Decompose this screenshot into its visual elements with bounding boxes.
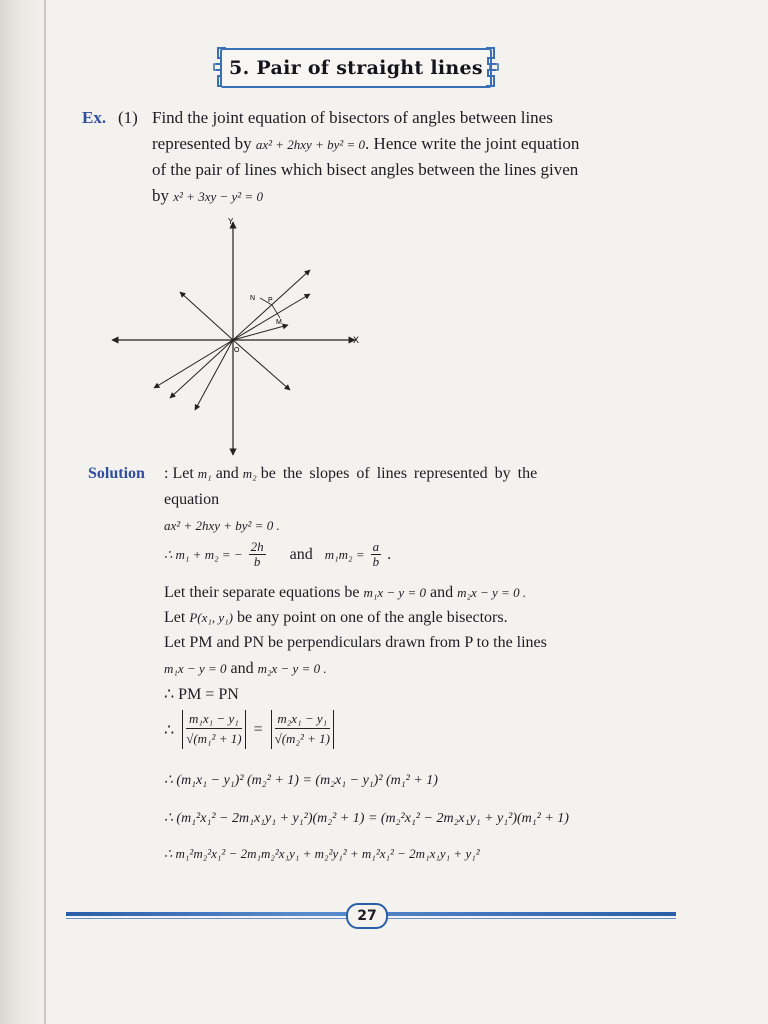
- chapter-title-box: [220, 48, 492, 88]
- solution-m1: m₁: [197, 466, 212, 481]
- solution-m2: m₂: [242, 466, 257, 481]
- page-number: 27: [346, 903, 388, 929]
- solution-eq-2-and: and: [289, 545, 313, 563]
- solution-line-3-eq2: m₂x − y = 0 .: [457, 585, 527, 600]
- line-lower-left-3: [195, 340, 233, 410]
- solution-eq-2-product: m₁m₂ =: [324, 546, 365, 562]
- solution-line-7: ∴ PM = PN: [164, 686, 239, 703]
- fraction-denominator: b: [253, 554, 261, 569]
- line-lower-left-2: [154, 340, 233, 388]
- solution-line-3: [164, 584, 526, 602]
- solution-line-3-and: and: [429, 584, 454, 601]
- abs-right-denominator: √(m₂² + 1): [274, 731, 330, 746]
- solution-eq-1: ax² + 2hxy + by² = 0 .: [164, 518, 280, 533]
- solution-line-2: equation: [164, 491, 220, 508]
- solution-line-4: [164, 609, 508, 627]
- solution-line-1-text: : Let: [164, 465, 194, 482]
- fraction-denominator: b: [372, 554, 380, 569]
- solution-line-3-text: Let their separate equations be: [164, 584, 360, 601]
- example-line-2: [152, 134, 579, 154]
- line-lower-right: [233, 340, 290, 390]
- example-line-2-tail: . Hence write the joint equation: [365, 134, 580, 153]
- abs-right-numerator: m₂x₁ − y₁: [275, 710, 330, 729]
- binding-margin-line: [44, 0, 46, 1024]
- solution-line-1-tail: be the slopes of lines represented by the: [260, 465, 538, 482]
- abs-fraction-left: [182, 710, 245, 749]
- line-lower-left-1: [170, 340, 233, 398]
- solution-line-4-tail: be any point on one of the angle bisectors.: [237, 609, 508, 626]
- example-line-4-equation: x² + 3xy − y² = 0: [173, 189, 263, 204]
- solution-and: and: [215, 465, 239, 482]
- example-line-2-equation: ax² + 2hxy + by² = 0: [255, 137, 366, 152]
- solution-line-6: [164, 660, 327, 678]
- bisectors-figure: [100, 210, 380, 460]
- right-ornament-icon: [480, 44, 500, 90]
- example-line-4-text: by: [152, 186, 169, 205]
- equals-sign: =: [253, 720, 263, 738]
- label-m: M: [276, 319, 282, 326]
- example-line-1: Find the joint equation of bisectors of angles between lines: [152, 108, 553, 127]
- fraction-numerator: 2h: [250, 539, 264, 554]
- fraction-numerator: a: [372, 539, 380, 554]
- solution-line-4-text: Let: [164, 609, 186, 626]
- solution-line-10: ∴ (m₁²x₁² − 2m₁x₁y₁ + y₁²)(m₂² + 1) = (m₂²x₁² − 2m₂x₁y₁ + y₁²)(m₁² + 1): [164, 811, 569, 826]
- solution-line-5: Let PM and PN be perpendiculars drawn from P to the lines: [164, 634, 547, 651]
- solution-line-6-eq2: m₂x − y = 0 .: [257, 661, 327, 676]
- label-x: X: [353, 335, 360, 345]
- solution-line-6-and: and: [230, 660, 254, 677]
- solution-eq-2-period: .: [387, 545, 392, 563]
- solution-line-8: [164, 710, 334, 749]
- example-number: (1): [118, 108, 138, 127]
- solution-eq-2: [164, 540, 391, 569]
- solution-line-3-eq1: m₁x − y = 0: [363, 585, 426, 600]
- therefore-symbol: ∴: [164, 721, 175, 739]
- chapter-title: 5. Pair of straight lines: [229, 57, 483, 79]
- example-line-3: of the pair of lines which bisect angles between the lines given: [152, 160, 579, 179]
- abs-left-numerator: m₁x₁ − y₁: [186, 710, 241, 729]
- line-upper-left: [180, 292, 233, 340]
- solution-label: Solution: [88, 465, 145, 482]
- label-o: O: [234, 347, 240, 354]
- abs-left-denominator: √(m₁² + 1): [186, 731, 242, 746]
- label-n: N: [250, 295, 256, 302]
- example-line-4: [152, 186, 263, 206]
- solution-line-9: ∴ (m₁x₁ − y₁)² (m₂² + 1) = (m₂x₁ − y₁)² (m₁² + 1): [164, 773, 438, 788]
- solution-eq-2-sum: ∴ m₁ + m₂ = −: [164, 546, 243, 562]
- fraction-a-over-b: [371, 540, 382, 569]
- label-p: P: [268, 297, 273, 304]
- label-y: Y: [228, 217, 234, 226]
- solution-line-11: ∴ m₁²m₂²x₁² − 2m₁m₂²x₁y₁ + m₂²y₁² + m₁²x₁² − 2m₁x₁y₁ + y₁²: [164, 846, 480, 861]
- page-binding-shadow: [0, 0, 46, 1024]
- fraction-2h-over-b: [249, 540, 266, 569]
- example-label: Ex.: [82, 108, 107, 127]
- solution-point-p: P(x₁, y₁): [189, 610, 234, 625]
- example-line-2-text: represented by: [152, 134, 252, 153]
- solution-line-6-eq1: m₁x − y = 0: [164, 661, 227, 676]
- abs-fraction-right: [271, 710, 334, 749]
- solution-line-1: [164, 465, 537, 483]
